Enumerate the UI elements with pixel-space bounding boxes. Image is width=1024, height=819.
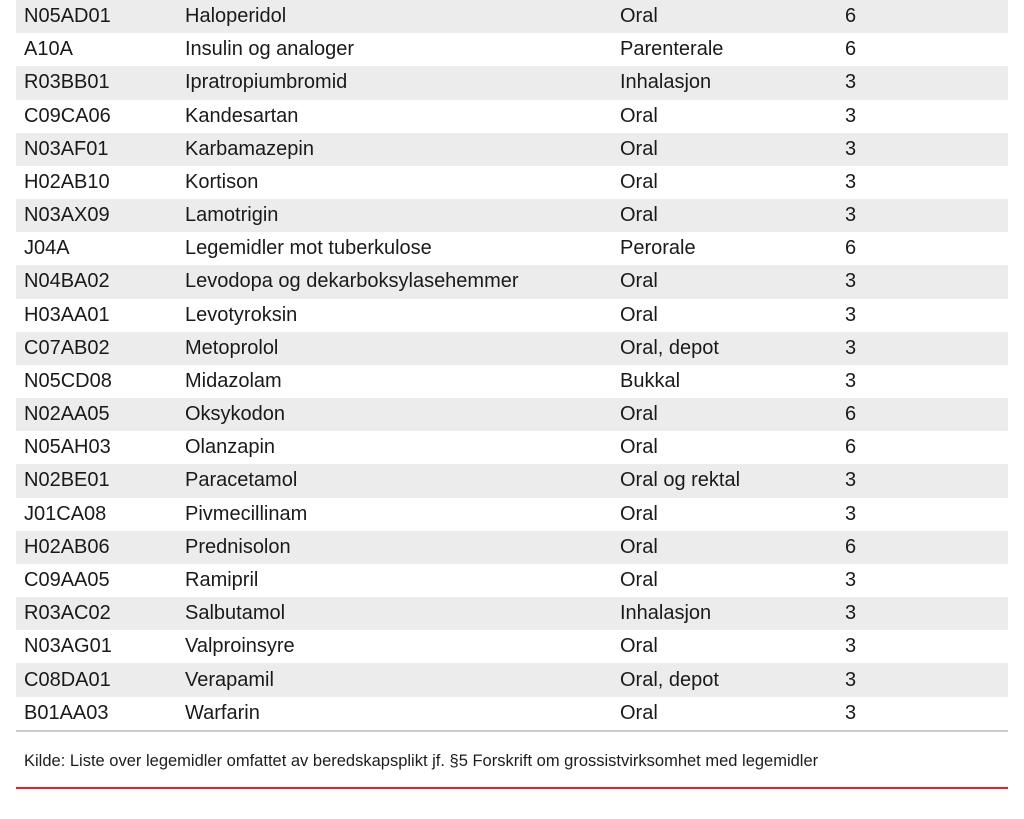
medication-table bbox=[16, 0, 1008, 730]
route-cell: Oral bbox=[620, 569, 658, 591]
table-row bbox=[16, 265, 1008, 298]
months-cell: 6 bbox=[845, 5, 857, 28]
atc-code-cell: N02BE01 bbox=[24, 469, 110, 492]
route-cell: Oral bbox=[620, 701, 658, 724]
route-cell: Oral bbox=[620, 104, 658, 127]
table-row bbox=[16, 365, 1008, 398]
drug-name-cell: Ramipril bbox=[185, 569, 259, 591]
months-cell: 3 bbox=[845, 701, 857, 724]
route-cell: Oral bbox=[620, 204, 658, 227]
table-bottom-divider bbox=[16, 730, 1008, 732]
atc-code-cell: R03BB01 bbox=[24, 71, 110, 94]
drug-name-cell: Midazolam bbox=[185, 369, 282, 392]
table-row bbox=[16, 597, 1008, 630]
route-cell: Oral bbox=[620, 635, 658, 658]
drug-name-cell: Pivmecillinam bbox=[185, 502, 308, 525]
table-row bbox=[16, 564, 1008, 597]
drug-name-cell: Karbamazepin bbox=[185, 137, 314, 160]
table-row bbox=[16, 66, 1008, 99]
atc-code-cell: B01AA03 bbox=[24, 701, 109, 724]
table-row bbox=[16, 232, 1008, 265]
drug-name-cell: Legemidler mot tuberkulose bbox=[185, 237, 432, 260]
route-cell: Oral, depot bbox=[620, 668, 719, 691]
atc-code-cell: C09CA06 bbox=[24, 104, 111, 127]
months-cell: 3 bbox=[845, 336, 857, 359]
atc-code-cell: N02AA05 bbox=[24, 403, 110, 426]
months-cell: 3 bbox=[845, 204, 857, 227]
drug-name-cell: Insulin og analoger bbox=[185, 38, 355, 61]
atc-code-cell: N03AG01 bbox=[24, 635, 112, 658]
drug-name-cell: Valproinsyre bbox=[185, 635, 295, 658]
drug-name-cell: Levotyroksin bbox=[185, 303, 298, 326]
table-row bbox=[16, 663, 1008, 696]
table-row bbox=[16, 0, 1008, 33]
drug-name-cell: Salbutamol bbox=[185, 602, 286, 625]
months-cell: 3 bbox=[845, 635, 857, 658]
drug-name-cell: Verapamil bbox=[185, 668, 274, 691]
table-row bbox=[16, 431, 1008, 464]
atc-code-cell: N05AD01 bbox=[24, 5, 111, 28]
atc-code-cell: N04BA02 bbox=[24, 270, 110, 293]
atc-code-cell: N05CD08 bbox=[24, 369, 112, 392]
atc-code-cell: H03AA01 bbox=[24, 303, 110, 326]
drug-name-cell: Kortison bbox=[185, 170, 259, 193]
route-cell: Oral bbox=[620, 535, 658, 558]
atc-code-cell: H02AB06 bbox=[24, 535, 110, 558]
atc-code-cell: J01CA08 bbox=[24, 502, 107, 525]
months-cell: 3 bbox=[845, 270, 857, 293]
months-cell: 6 bbox=[845, 436, 857, 459]
atc-code-cell: C08DA01 bbox=[24, 668, 111, 691]
route-cell: Oral og rektal bbox=[620, 469, 741, 492]
months-cell: 3 bbox=[845, 104, 857, 127]
table-row bbox=[16, 133, 1008, 166]
atc-code-cell: C07AB02 bbox=[24, 336, 110, 359]
table-row bbox=[16, 33, 1008, 66]
months-cell: 3 bbox=[845, 668, 857, 691]
months-cell: 3 bbox=[845, 303, 857, 326]
months-cell: 3 bbox=[845, 369, 857, 392]
drug-name-cell: Kandesartan bbox=[185, 104, 299, 127]
atc-code-cell: H02AB10 bbox=[24, 170, 110, 193]
route-cell: Inhalasjon bbox=[620, 602, 712, 625]
table-row bbox=[16, 299, 1008, 332]
atc-code-cell: N03AF01 bbox=[24, 137, 109, 160]
route-cell: Oral bbox=[620, 137, 658, 160]
atc-code-cell: J04A bbox=[24, 237, 70, 260]
months-cell: 3 bbox=[845, 569, 857, 591]
table-row bbox=[16, 531, 1008, 564]
route-cell: Oral bbox=[620, 303, 658, 326]
route-cell: Oral bbox=[620, 502, 658, 525]
atc-code-cell: N05AH03 bbox=[24, 436, 111, 459]
table-body bbox=[16, 0, 1008, 730]
accent-rule bbox=[16, 787, 1008, 789]
table-row bbox=[16, 464, 1008, 497]
route-cell: Oral bbox=[620, 436, 658, 459]
drug-name-cell: Olanzapin bbox=[185, 436, 276, 459]
route-cell: Perorale bbox=[620, 237, 696, 260]
months-cell: 6 bbox=[845, 403, 857, 426]
drug-name-cell: Lamotrigin bbox=[185, 204, 279, 227]
months-cell: 3 bbox=[845, 137, 857, 160]
route-cell: Inhalasjon bbox=[620, 71, 712, 94]
drug-name-cell: Warfarin bbox=[185, 701, 260, 724]
route-cell: Bukkal bbox=[620, 369, 681, 392]
route-cell: Oral bbox=[620, 403, 658, 426]
table-row bbox=[16, 199, 1008, 232]
table-row bbox=[16, 100, 1008, 133]
months-cell: 3 bbox=[845, 469, 857, 492]
route-cell: Oral bbox=[620, 270, 658, 293]
drug-name-cell: Paracetamol bbox=[185, 469, 298, 492]
table-row bbox=[16, 630, 1008, 663]
route-cell: Oral bbox=[620, 170, 658, 193]
table-row bbox=[16, 332, 1008, 365]
atc-code-cell: N03AX09 bbox=[24, 204, 110, 227]
drug-name-cell: Levodopa og dekarboksylasehemmer bbox=[185, 270, 519, 293]
months-cell: 3 bbox=[845, 502, 857, 525]
drug-name-cell: Ipratropiumbromid bbox=[185, 71, 348, 94]
months-cell: 3 bbox=[845, 602, 857, 625]
months-cell: 6 bbox=[845, 237, 857, 260]
table-row bbox=[16, 166, 1008, 199]
months-cell: 3 bbox=[845, 170, 857, 193]
table-row bbox=[16, 498, 1008, 531]
months-cell: 3 bbox=[845, 71, 857, 94]
source-note: Kilde: Liste over legemidler omfattet av beredskapsplikt jf. §5 Forskrift om grossistvirksomhet med legemidler bbox=[24, 752, 819, 770]
atc-code-cell: R03AC02 bbox=[24, 602, 111, 625]
route-cell: Oral, depot bbox=[620, 336, 719, 359]
table-row bbox=[16, 697, 1008, 730]
atc-code-cell: C09AA05 bbox=[24, 569, 110, 591]
route-cell: Oral bbox=[620, 5, 658, 28]
months-cell: 6 bbox=[845, 535, 857, 558]
drug-name-cell: Metoprolol bbox=[185, 336, 279, 359]
atc-code-cell: A10A bbox=[24, 38, 73, 61]
route-cell: Parenterale bbox=[620, 38, 724, 61]
table-row bbox=[16, 398, 1008, 431]
drug-name-cell: Haloperidol bbox=[185, 5, 287, 28]
months-cell: 6 bbox=[845, 38, 857, 61]
drug-name-cell: Prednisolon bbox=[185, 535, 291, 558]
drug-name-cell: Oksykodon bbox=[185, 403, 286, 426]
